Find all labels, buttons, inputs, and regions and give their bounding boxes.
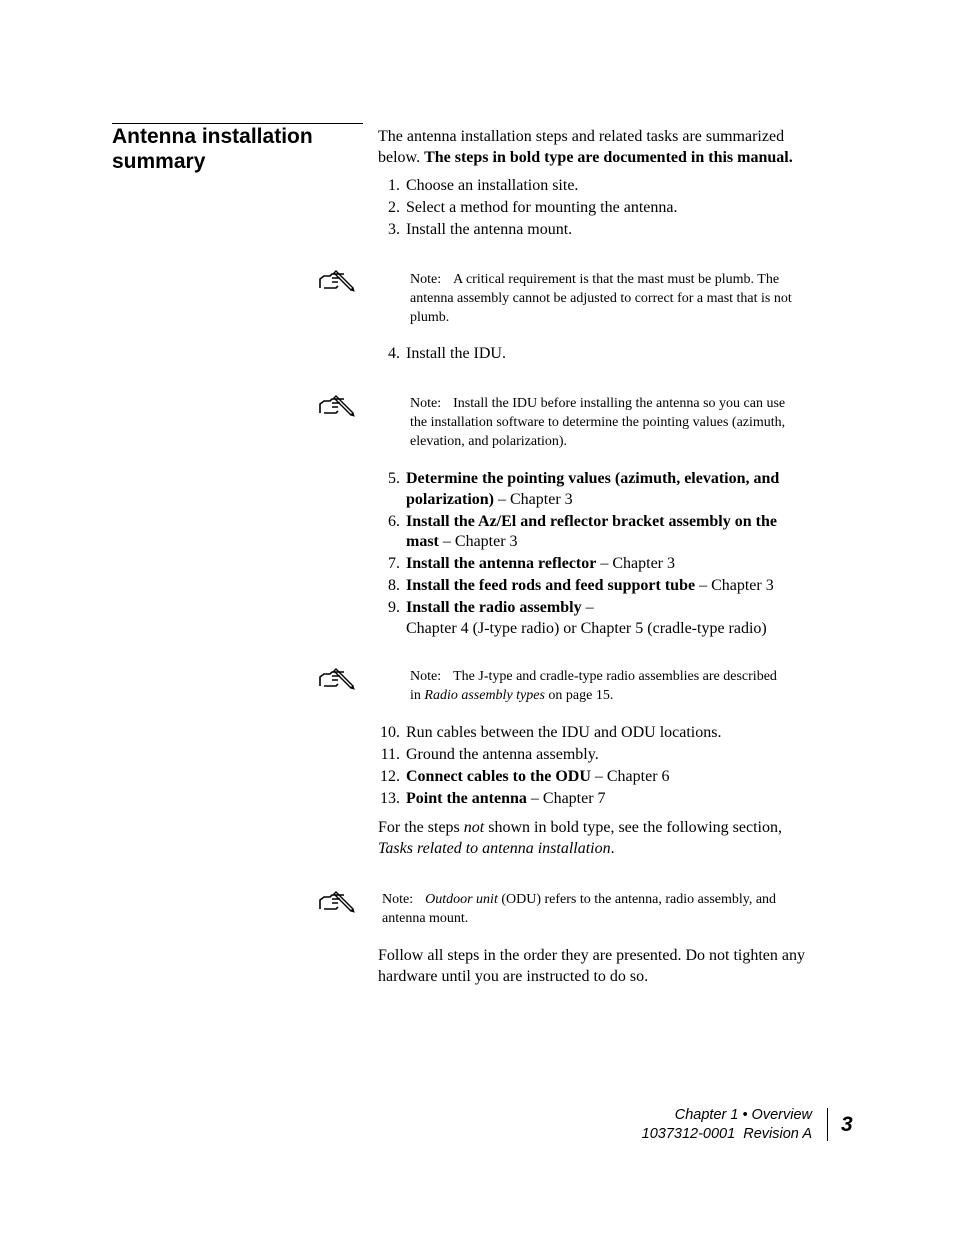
writing-hand-icon [318,889,356,913]
step-number: 8. [388,577,400,594]
writing-hand-icon [318,393,356,417]
intro-paragraph [378,127,828,168]
step-number: 10. [380,724,400,741]
list-item [378,344,818,365]
related-italic-not: not [463,819,485,836]
step-chapter-ref: – Chapter 3 [438,533,518,550]
footer-divider [827,1108,828,1141]
step-number: 3. [388,221,400,238]
intro-text: The antenna installation steps and related tasks are summarized below. [378,128,785,166]
step-text: Select a method for mounting the antenna. [406,199,678,216]
writing-hand-icon [318,268,356,292]
list-item [378,176,818,197]
step-number: 12. [380,768,400,785]
step-number: 2. [388,199,400,216]
step-bold-text: Install the feed rods and feed support tube [406,577,696,594]
note-text-end: on page 15. [544,688,614,703]
note-install-idu [410,394,790,451]
closing-paragraph: Follow all steps in the order they are presented. Do not tighten any hardware until you are instructed to do so. [378,947,806,985]
page-footer [642,1106,812,1144]
list-item [378,723,818,744]
note-mast-plumb [410,270,810,327]
note-text: The J-type and cradle-type radio assemblies are described in [410,669,777,703]
step-bold-text: Install the antenna reflector [406,555,597,572]
step-number: 11. [380,746,400,763]
step-number: 7. [388,555,400,572]
step-chapter-ref: – Chapter 7 [526,790,606,807]
list-item [378,198,818,219]
list-item [378,554,808,575]
step-chapter-ref: – [581,599,594,616]
intro-bold-text: The steps in bold type are documented in this manual. [424,148,793,166]
step-text: Ground the antenna assembly. [406,746,599,763]
note-label: Note: [410,669,442,684]
step-bold-text: Install the Az/El and reflector bracket assembly on the mast [406,512,777,550]
note-text: A critical requirement is that the mast must be plumb. The antenna assembly cannot be adjusted to correct for a mast that is not plumb. [410,272,792,325]
note-label: Note: [382,892,414,907]
list-item [378,220,818,241]
step-bold-text: Point the antenna [406,790,527,807]
step-number: 1. [388,177,400,194]
writing-hand-icon [318,666,356,690]
footer-document-number: 1037312-0001 Revision A [641,1126,812,1142]
step-chapter-ref-line2: Chapter 4 (J-type radio) or Chapter 5 (cradle-type radio) [406,619,767,637]
step-number: 5. [388,470,400,487]
steps-list-4 [378,723,818,811]
steps-list-2 [378,344,818,366]
step-number: 9. [388,599,400,616]
step-chapter-ref: – Chapter 6 [590,768,670,785]
list-item [378,767,818,788]
list-item [378,469,808,510]
note-term: Outdoor unit [425,892,498,907]
related-text-end: . [610,839,615,857]
step-number: 4. [388,345,400,362]
list-item [378,598,808,639]
step-text: Install the antenna mount. [406,221,573,238]
note-cross-reference: Radio assembly types [424,688,545,703]
step-chapter-ref: – Chapter 3 [494,490,573,508]
step-bold-text: Determine the pointing values (azimuth, elevation, and polarization) [406,470,780,508]
section-title: Antenna installation summary [112,125,313,173]
steps-list-3 [378,469,808,641]
note-odu-definition [382,890,802,928]
list-item [378,745,818,766]
page-number: 3 [841,1113,853,1136]
list-item [378,789,818,810]
note-radio-types [410,667,780,705]
footer-chapter: Chapter 1 • Overview [674,1107,812,1123]
note-label: Note: [410,272,442,287]
list-item [378,512,808,553]
note-text: Install the IDU before installing the antenna so you can use the installation software to determine the pointing values (azimuth, elevation, and polarization). [410,396,786,449]
step-chapter-ref: – Chapter 3 [695,577,774,594]
step-bold-text: Install the radio assembly [406,599,582,616]
related-section-reference: Tasks related to antenna installation [378,839,611,857]
step-text: Choose an installation site. [406,177,579,194]
related-text: For the steps [378,819,464,836]
related-tasks-paragraph [378,818,818,859]
step-number: 6. [388,512,400,530]
step-text: Install the IDU. [406,345,506,362]
list-item [378,576,808,597]
related-text-mid: shown in bold type, see the following section, [484,819,782,836]
step-text: Run cables between the IDU and ODU locations. [406,724,722,741]
note-label: Note: [410,396,442,411]
step-bold-text: Connect cables to the ODU [406,768,591,785]
step-chapter-ref: – Chapter 3 [596,555,675,572]
steps-list-1 [378,176,818,242]
step-number: 13. [380,790,400,807]
note-text: (ODU) refers to the antenna, radio assembly, and antenna mount. [382,892,777,926]
